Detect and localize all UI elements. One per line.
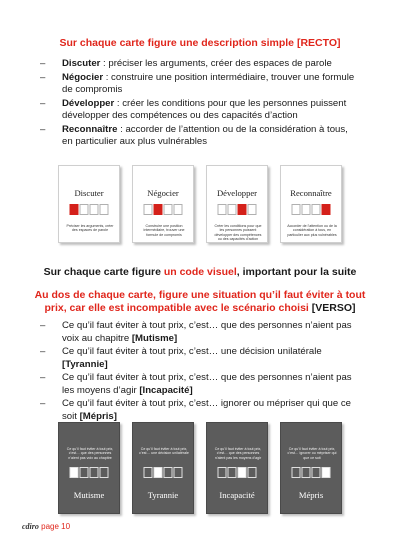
page-number: page 10	[38, 522, 71, 531]
card-tyrannie: Ce qu’il faut éviter à tout prix, c’est… une décision unilatérale Tyrannie	[132, 422, 194, 514]
code-heading: Sur chaque carte figure un code visuel, important pour la suite	[43, 266, 357, 278]
card-mepris: Ce qu’il faut éviter à tout prix, c’est… ignorer ou mépriser qui que ce soit Mépris	[280, 422, 342, 514]
visual-code	[218, 204, 257, 215]
publisher-logo: cdiro	[22, 522, 39, 531]
footer	[22, 522, 70, 531]
visual-code	[292, 204, 331, 215]
verso-heading: Au dos de chaque carte, figure une situation qu’il faut éviter à tout prix, car elle est incompatible avec le scénario choisi [VERSO]	[34, 289, 366, 314]
recto-tag: [RECTO]	[296, 37, 341, 49]
card-developper: Développer Créer les conditions pour que les personnes puissent développer des compétences ou des capacités d’action	[206, 165, 268, 243]
card-discuter: Discuter Préciser les arguments, créer des espaces de parole	[58, 165, 120, 243]
visual-code	[144, 204, 183, 215]
verso-list	[40, 320, 360, 424]
recto-list	[40, 58, 360, 150]
visual-code	[70, 467, 109, 478]
list-item: – Reconnaître : accorder de l’attention ou de la considération à tous, en particulier aux plus vulnérables	[40, 124, 360, 149]
list-item: – Ce qu’il faut éviter à tout prix, c’est… une décision unilatérale [Tyrannie]	[40, 346, 360, 371]
list-item: – Négocier : construire une position intermédiaire, trouver une formule de compromis	[40, 72, 360, 97]
list-item: – Développer : créer les conditions pour que les personnes puissent développer des compétences ou des capacités d’action	[40, 98, 360, 123]
visual-code	[292, 467, 331, 478]
list-item: – Ce qu’il faut éviter à tout prix, c’est… que des personnes n’aient pas voix au chapitre [Mutisme]	[40, 320, 360, 345]
visual-code	[218, 467, 257, 478]
list-item: – Discuter : préciser les arguments, créer des espaces de parole	[40, 58, 360, 71]
recto-cards	[0, 165, 400, 243]
recto-heading	[0, 37, 400, 50]
visual-code	[70, 204, 109, 215]
card-negocier: Négocier Construire une position intermédiaire, trouver une formule de compromis	[132, 165, 194, 243]
visual-code	[144, 467, 183, 478]
recto-heading-text: Sur chaque carte figure une description simple	[59, 37, 297, 49]
list-item: – Ce qu’il faut éviter à tout prix, c’est… ignorer ou mépriser qui que ce soit [Mépris]	[40, 398, 360, 423]
card-incapacite: Ce qu’il faut éviter à tout prix, c’est… que des personnes n’aient pas les moyens d’agir Incapacité	[206, 422, 268, 514]
card-reconnaitre: Reconnaître Accorder de l’attention ou de la considération à tous, en particulier aux plus vulnérables	[280, 165, 342, 243]
card-mutisme: Ce qu’il faut éviter à tout prix, c’est… que des personnes n’aient pas voix au chapitre Mutisme	[58, 422, 120, 514]
verso-cards	[0, 422, 400, 514]
list-item: – Ce qu’il faut éviter à tout prix, c’est… que des personnes n’aient pas les moyens d’agir [Incapacité]	[40, 372, 360, 397]
